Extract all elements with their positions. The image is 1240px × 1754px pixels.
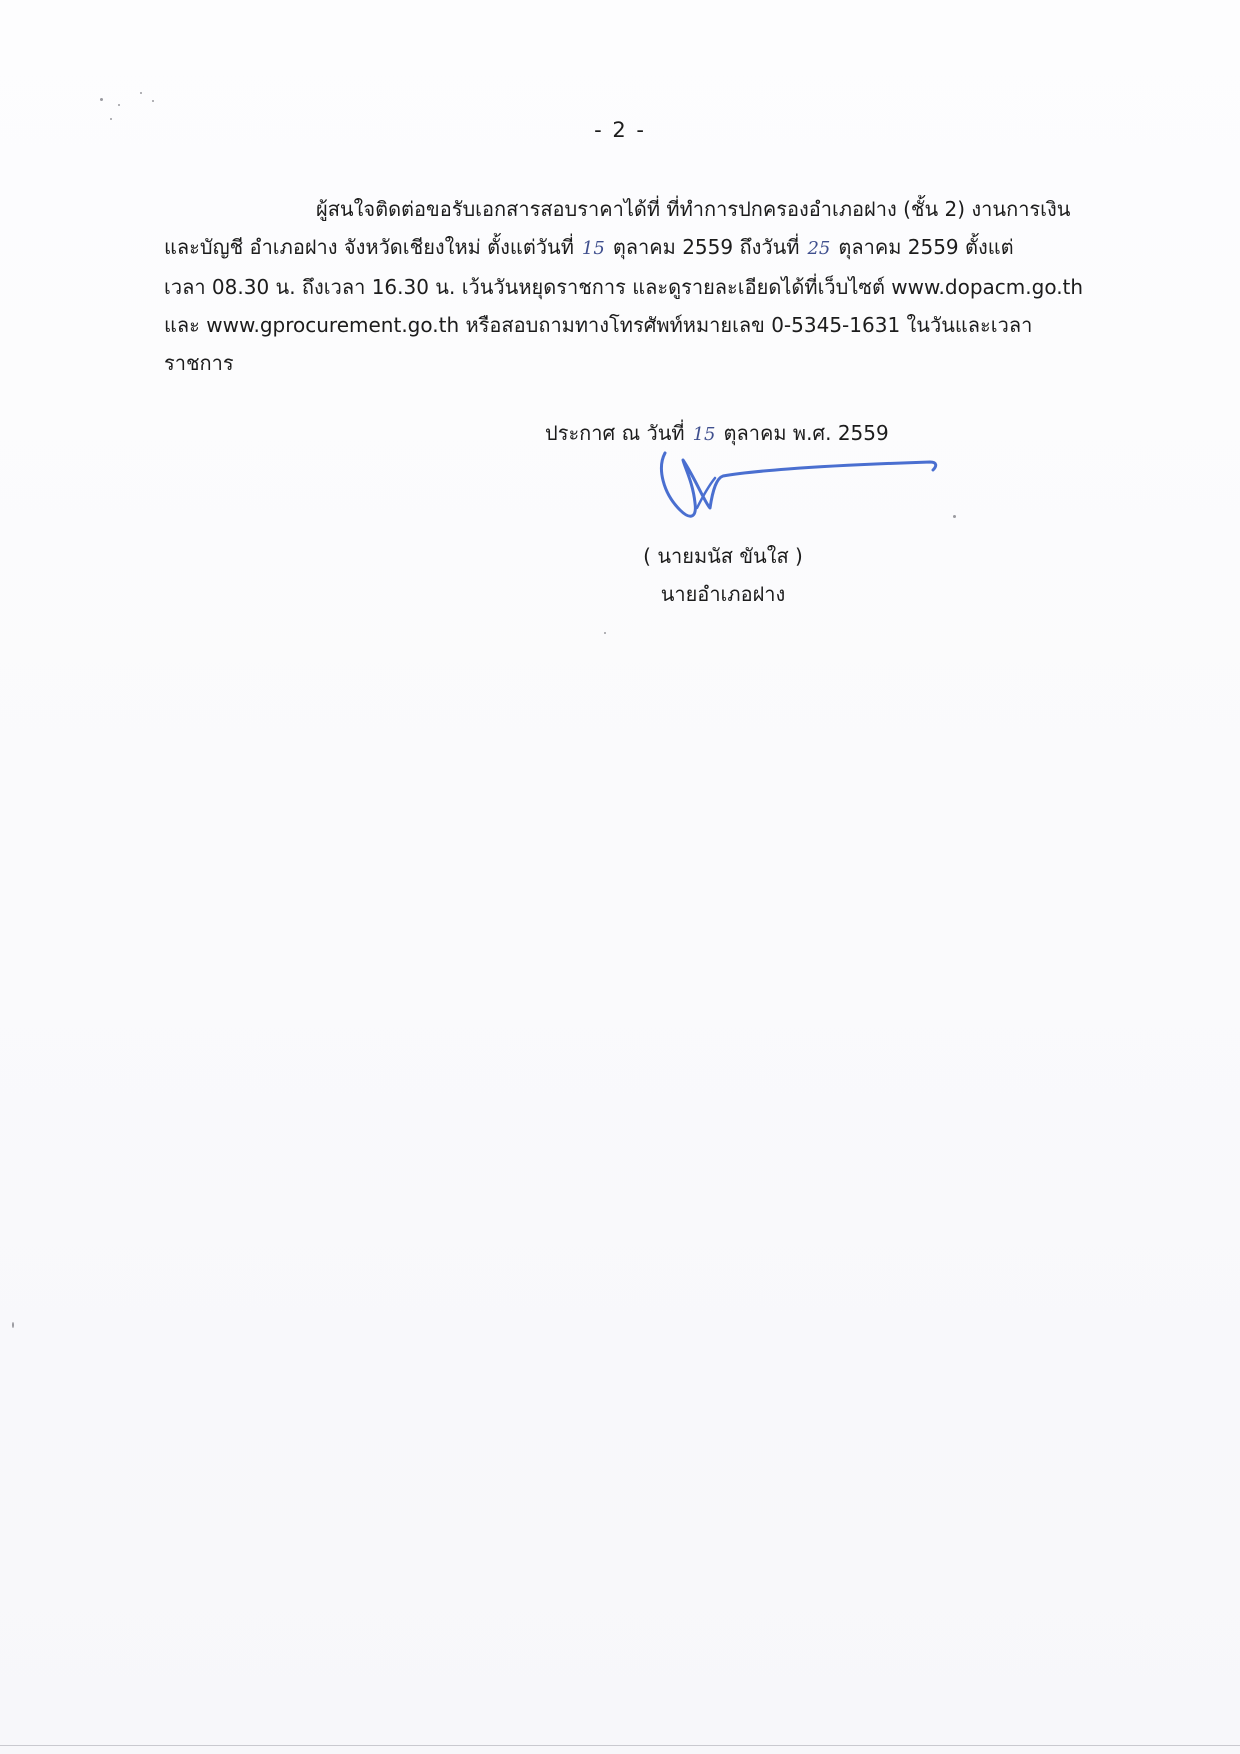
body-line-5: ราชการ	[164, 351, 234, 375]
announcement-date-line	[545, 417, 889, 449]
body-line-2-start: และบัญชี อำเภอฝาง จังหวัดเชียงใหม่ ตั้งแต่วันที่	[164, 235, 574, 259]
scan-speck	[140, 92, 142, 94]
signature-image	[655, 448, 945, 538]
page-bottom-edge	[0, 1745, 1240, 1746]
handwritten-end-day: 25	[807, 238, 831, 259]
announcement-body	[164, 190, 1109, 382]
scan-speck	[12, 1322, 14, 1328]
scan-speck	[100, 98, 103, 101]
body-line-1: ผู้สนใจติดต่อขอรับเอกสารสอบราคาได้ที่ ที่ทำการปกครองอำเภอฝาง (ชั้น 2) งานการเงิน	[316, 197, 1071, 221]
announcement-suffix: ตุลาคม พ.ศ. 2559	[723, 421, 889, 445]
scan-speck	[110, 118, 112, 120]
signer-name: ( นายมนัส ขันใส )	[643, 544, 803, 568]
body-line-2-middle: ตุลาคม 2559 ถึงวันที่	[612, 235, 800, 259]
scan-speck	[953, 515, 956, 518]
body-line-4: และ www.gprocurement.go.th หรือสอบถามทางโทรศัพท์หมายเลข 0-5345-1631 ในวันและเวลา	[164, 313, 1033, 337]
body-line-3: เวลา 08.30 น. ถึงเวลา 16.30 น. เว้นวันหยุดราชการ และดูรายละเอียดได้ที่เว็บไซต์ www.dopacm.go.th	[164, 275, 1084, 299]
page-number: - 2 -	[594, 118, 646, 142]
handwritten-announcement-day: 15	[692, 424, 716, 445]
body-line-2	[164, 228, 1109, 268]
announcement-prefix: ประกาศ ณ วันที่	[545, 421, 685, 445]
signer-title: นายอำเภอฝาง	[660, 582, 786, 606]
scan-speck	[152, 100, 154, 102]
scan-speck	[604, 632, 606, 634]
body-line-2-end: ตุลาคม 2559 ตั้งแต่	[838, 235, 1014, 259]
handwritten-start-day: 15	[581, 238, 605, 259]
scan-speck	[118, 104, 120, 106]
